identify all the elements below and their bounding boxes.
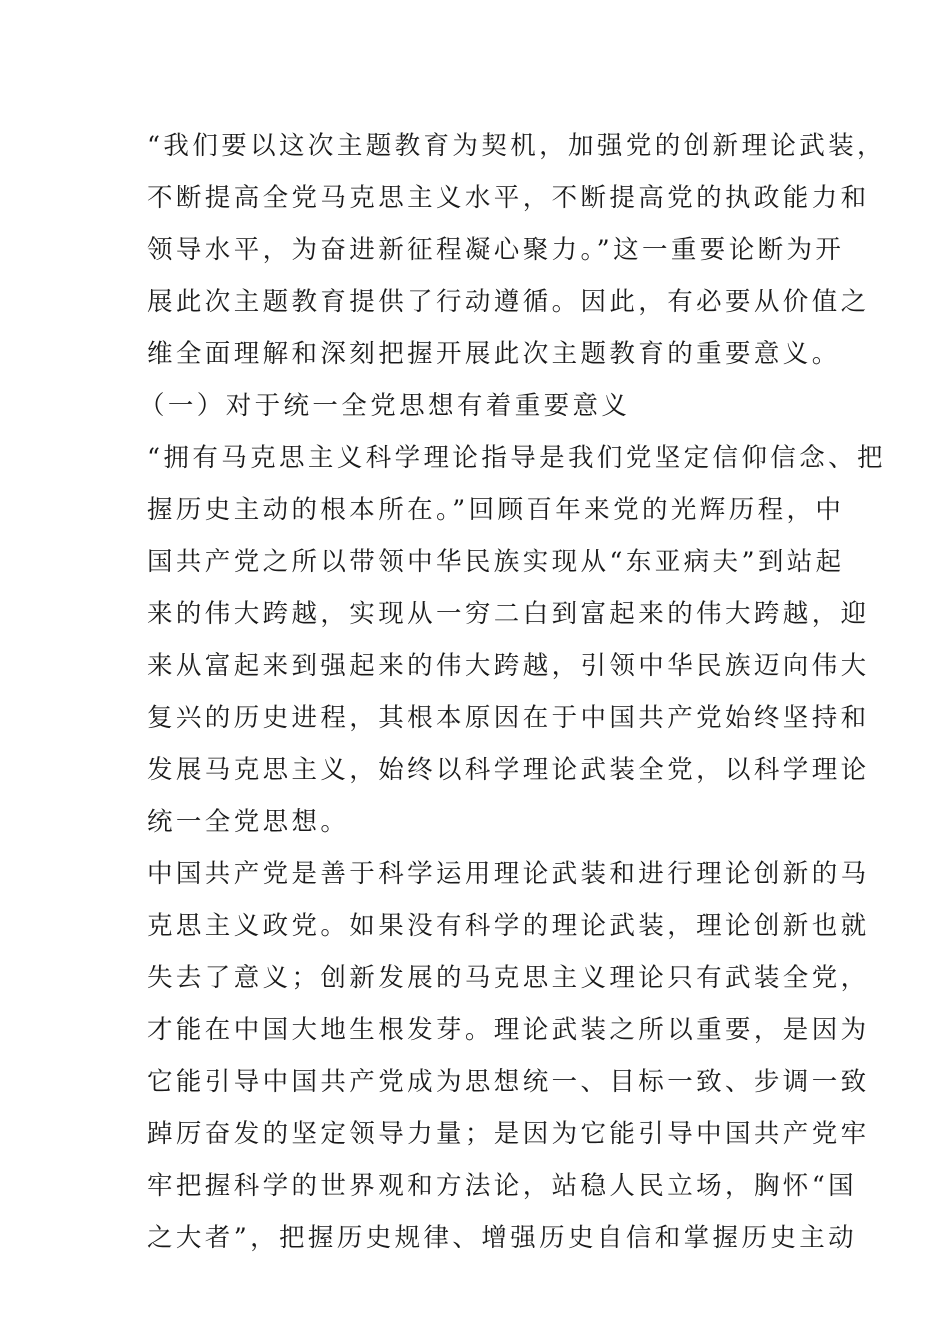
text-line: 发展马克思主义，始终以科学理论武装全党，以科学理论 xyxy=(147,755,870,785)
text-line: 握历史主动的根本所在。”回顾百年来党的光辉历程，中 xyxy=(147,495,845,525)
text-line: 中国共产党是善于科学运用理论武装和进行理论创新的马 xyxy=(147,859,870,889)
text-line: 踔厉奋发的坚定领导力量；是因为它能引导中国共产党牢 xyxy=(147,1119,870,1149)
text-line: 统一全党思想。 xyxy=(147,807,350,837)
document-body xyxy=(139,120,886,1264)
text-line: 领导水平，为奋进新征程凝心聚力。”这一重要论断为开 xyxy=(147,235,845,265)
paragraph-history xyxy=(147,432,886,848)
text-line: 维全面理解和深刻把握开展此次主题教育的重要意义。 xyxy=(147,339,841,369)
text-line: “拥有马克思主义科学理论指导是我们党坚定信仰信念、把 xyxy=(147,443,886,473)
section-heading: （一）对于统一全党思想有着重要意义 xyxy=(139,391,631,421)
text-line: 来从富起来到强起来的伟大跨越，引领中华民族迈向伟大 xyxy=(147,651,870,681)
paragraph-intro xyxy=(147,120,886,380)
text-line: 来的伟大跨越，实现从一穷二白到富起来的伟大跨越，迎 xyxy=(147,599,870,629)
text-line: 国共产党之所以带领中华民族实现从“东亚病夫”到站起 xyxy=(147,547,845,577)
text-line: 不断提高全党马克思主义水平，不断提高党的执政能力和 xyxy=(147,183,870,213)
text-line: 它能引导中国共产党成为思想统一、目标一致、步调一致 xyxy=(147,1067,870,1097)
text-line: 牢把握科学的世界观和方法论，站稳人民立场，胸怀“国 xyxy=(147,1171,858,1201)
text-line: 展此次主题教育提供了行动遵循。因此，有必要从价值之 xyxy=(147,287,870,317)
text-line: 复兴的历史进程，其根本原因在于中国共产党始终坚持和 xyxy=(147,703,870,733)
text-line: “我们要以这次主题教育为契机，加强党的创新理论武装， xyxy=(147,131,886,161)
paragraph-theory xyxy=(147,848,870,1264)
text-line: 之大者”，把握历史规律、增强历史自信和掌握历史主动 xyxy=(147,1223,858,1253)
text-line: 失去了意义；创新发展的马克思主义理论只有武装全党， xyxy=(147,963,870,993)
text-line: 克思主义政党。如果没有科学的理论武装，理论创新也就 xyxy=(147,911,870,941)
text-line: 才能在中国大地生根发芽。理论武装之所以重要，是因为 xyxy=(147,1015,870,1045)
